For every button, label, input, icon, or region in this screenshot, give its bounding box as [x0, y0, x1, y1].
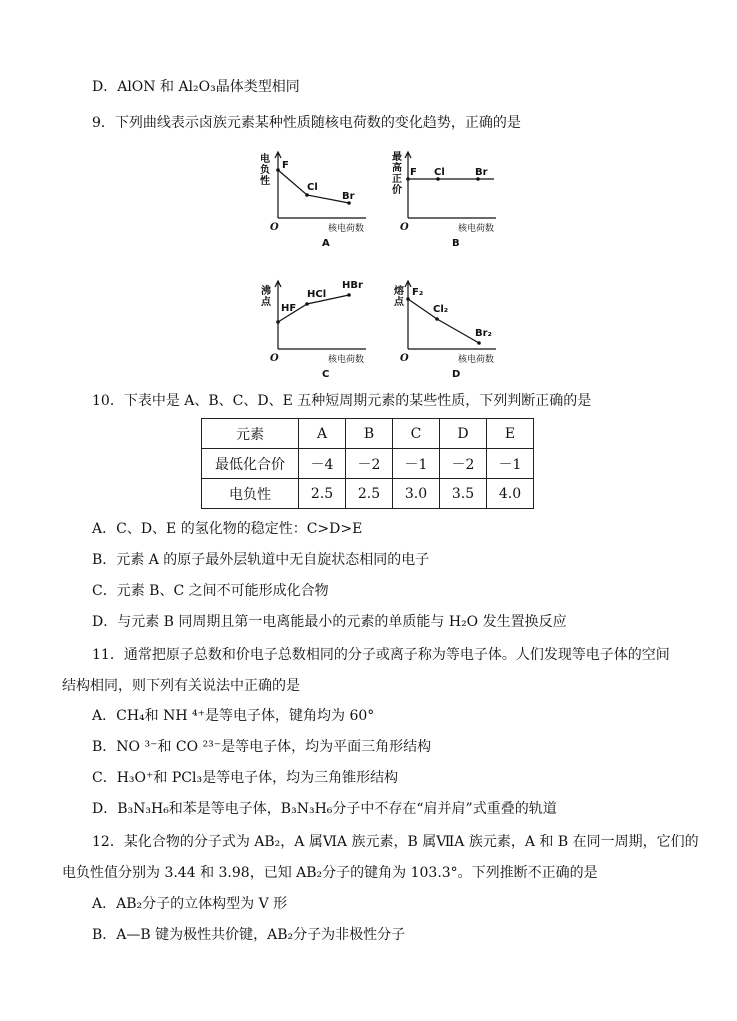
graph-c-xaxis: 核电荷数	[328, 355, 365, 365]
graph-b	[386, 148, 506, 253]
graph-d-yaxis-2: 点	[394, 297, 404, 308]
graph-d-point-f2	[406, 297, 410, 301]
graph-a-xaxis: 核电荷数	[328, 224, 365, 234]
graph-c-label-hf: HF	[281, 303, 297, 314]
table-header-cell: B	[346, 419, 393, 449]
table-cell: 电负性	[202, 479, 299, 509]
q10-option-d: D．与元素 B 同周期且第一电离能最小的元素的单质能与 H₂O 发生置换反应	[92, 614, 567, 630]
graph-a-label-br: Br	[342, 191, 355, 202]
graph-d-caption: D	[452, 369, 461, 380]
graph-d-point-cl2	[435, 317, 439, 321]
graph-b-caption: B	[452, 238, 460, 249]
table-cell: 4.0	[487, 479, 534, 509]
q10-option-a: A．C、D、E 的氢化物的稳定性：C>D>E	[92, 521, 363, 537]
table-header-cell: C	[393, 419, 440, 449]
graph-d	[386, 277, 506, 382]
graph-a-origin: O	[270, 222, 279, 233]
q11-stem-line2: 结构相同，则下列有关说法中正确的是	[62, 678, 300, 694]
graph-a-point-f	[276, 168, 280, 172]
graph-b-label-f: F	[410, 167, 417, 178]
graph-b-label-cl: Cl	[434, 167, 445, 178]
q11-option-d: D．B₃N₃H₆和苯是等电子体，B₃N₃H₆分子中不存在“肩并肩”式重叠的轨道	[92, 801, 557, 817]
table-cell: 2.5	[299, 479, 346, 509]
graph-c-yaxis-1: 沸	[261, 286, 271, 297]
table-header-row	[202, 419, 534, 449]
graph-d-point-br2	[477, 341, 481, 345]
graph-c	[256, 277, 376, 382]
graph-b-yaxis-4: 价	[392, 185, 402, 196]
graph-a-label-f: F	[282, 160, 289, 171]
graph-d-label-f2: F₂	[412, 287, 424, 298]
graph-b-xaxis: 核电荷数	[458, 224, 495, 234]
graph-a-yaxis-2: 负	[260, 165, 270, 176]
table-header-cell: E	[487, 419, 534, 449]
graph-b-yaxis-3: 正	[392, 174, 402, 185]
graph-d-label-br2: Br₂	[475, 328, 492, 339]
q9-stem: 9．下列曲线表示卤族元素某种性质随核电荷数的变化趋势，正确的是	[92, 115, 521, 131]
graph-b-yaxis-1: 最	[392, 152, 402, 163]
table-cell: 3.5	[440, 479, 487, 509]
graph-c-caption: C	[322, 369, 330, 380]
q10-table	[201, 418, 534, 509]
graph-c-label-hbr: HBr	[342, 280, 363, 291]
table-header-cell: A	[299, 419, 346, 449]
q11-stem-line1: 11．通常把原子总数和价电子总数相同的分子或离子称为等电子体。人们发现等电子体的空间	[92, 647, 670, 663]
graph-d-label-cl2: Cl₂	[433, 304, 449, 315]
q12-option-a: A．AB₂分子的立体构型为 V 形	[92, 896, 288, 912]
graph-b-yaxis-2: 高	[392, 163, 402, 174]
graph-d-yaxis-1: 熔	[394, 286, 404, 297]
graph-b-label-br: Br	[475, 167, 488, 178]
table-cell: －1	[393, 449, 440, 479]
q11-option-a: A．CH₄和 NH ⁴⁺是等电子体，键角均为 60°	[92, 708, 375, 724]
q12-option-b: B．A—B 键为极性共价键，AB₂分子为非极性分子	[92, 927, 406, 943]
graph-a-label-cl: Cl	[307, 182, 318, 193]
graph-c-point-hf	[276, 320, 280, 324]
graph-a-yaxis-1: 电	[260, 154, 270, 165]
graph-d-xaxis: 核电荷数	[458, 355, 495, 365]
table-cell: 2.5	[346, 479, 393, 509]
table-cell: －2	[440, 449, 487, 479]
table-header-cell: 元素	[202, 419, 299, 449]
graph-a	[256, 148, 376, 253]
graph-b-origin: O	[400, 222, 409, 233]
table-row	[202, 479, 534, 509]
q8-option-d: D．AlON 和 Al₂O₃晶体类型相同	[92, 79, 300, 95]
graph-c-point-hbr	[347, 293, 351, 297]
q10-option-b: B．元素 A 的原子最外层轨道中无自旋状态相同的电子	[92, 552, 430, 568]
graph-a-point-cl	[305, 193, 309, 197]
graph-c-label-hcl: HCl	[307, 289, 327, 300]
graph-c-origin: O	[270, 353, 279, 364]
q10-option-c: C．元素 B、C 之间不可能形成化合物	[92, 583, 329, 599]
q11-option-c: C．H₃O⁺和 PCl₃是等电子体，均为三角锥形结构	[92, 770, 399, 786]
graph-d-origin: O	[400, 353, 409, 364]
table-cell: 3.0	[393, 479, 440, 509]
graph-c-yaxis-2: 点	[261, 297, 271, 308]
table-header-cell: D	[440, 419, 487, 449]
q12-stem-line1: 12．某化合物的分子式为 AB₂，A 属ⅥA 族元素，B 属ⅦA 族元素，A 和 B 在同一周期，它们的	[92, 834, 699, 850]
table-cell: －4	[299, 449, 346, 479]
table-cell: －1	[487, 449, 534, 479]
table-cell: 最低化合价	[202, 449, 299, 479]
q10-stem: 10．下表中是 A、B、C、D、E 五种短周期元素的某些性质，下列判断正确的是	[92, 393, 592, 409]
graph-a-yaxis-3: 性	[260, 176, 270, 187]
graph-c-point-hcl	[305, 302, 309, 306]
q12-stem-line2: 电负性值分别为 3.44 和 3.98，已知 AB₂分子的键角为 103.3°。下列推断不正确的是	[62, 865, 598, 881]
table-cell: －2	[346, 449, 393, 479]
graph-a-caption: A	[322, 238, 330, 249]
q11-option-b: B．NO ³⁻和 CO ²³⁻是等电子体，均为平面三角形结构	[92, 739, 432, 755]
table-row	[202, 449, 534, 479]
